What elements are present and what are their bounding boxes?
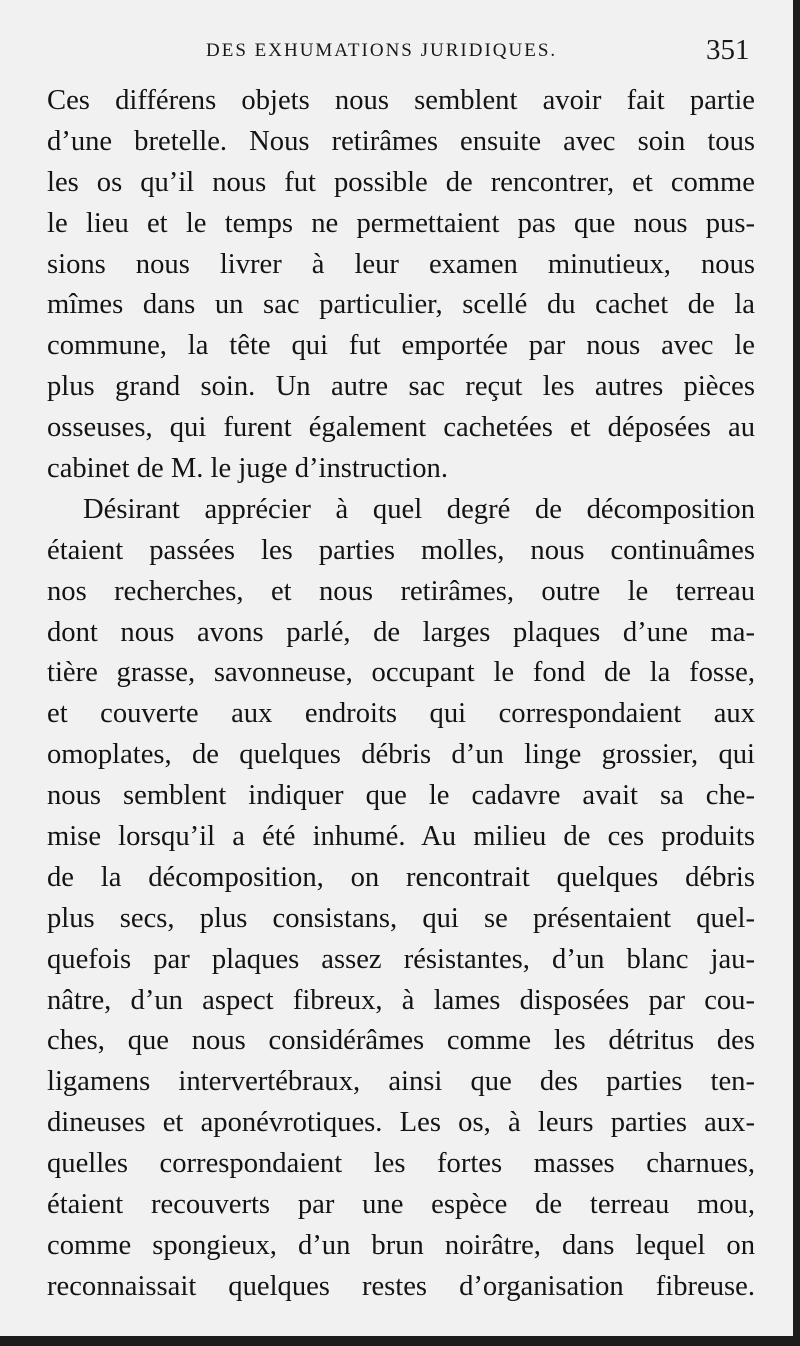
body-text	[47, 81, 755, 1308]
text-line: étaient passées les parties molles, nous continuâmes	[47, 534, 755, 566]
text-line: reconnaissait quelques restes d’organisation fibreuse.	[47, 1270, 755, 1302]
text-line: mîmes dans un sac particulier, scellé du cachet de la	[47, 289, 755, 321]
text-line: ches, que nous considérâmes comme les détritus des	[47, 1025, 755, 1057]
text-line: omoplates, de quelques débris d’un linge grossier, qui	[47, 739, 755, 771]
scan-border-right	[793, 0, 800, 1346]
text-line: dineuses et aponévrotiques. Les os, à leurs parties aux-	[47, 1107, 755, 1139]
text-line: les os qu’il nous fut possible de rencontrer, et comme	[47, 166, 755, 198]
text-line: commune, la tête qui fut emportée par nous avec le	[47, 330, 755, 362]
text-line: mise lorsqu’il a été inhumé. Au milieu de ces produits	[47, 821, 755, 853]
text-line: de la décomposition, on rencontrait quelques débris	[47, 861, 755, 893]
text-line: le lieu et le temps ne permettaient pas que nous pus-	[47, 207, 755, 239]
text-line: quefois par plaques assez résistantes, d’un blanc jau-	[47, 943, 755, 975]
text-line: nâtre, d’un aspect fibreux, à lames disposées par cou-	[47, 984, 755, 1016]
text-line: d’une bretelle. Nous retirâmes ensuite avec soin tous	[47, 125, 755, 157]
text-line: osseuses, qui furent également cachetées et déposées au	[47, 412, 755, 444]
text-line: tière grasse, savonneuse, occupant le fond de la fosse,	[47, 657, 755, 689]
text-line: Ces différens objets nous semblent avoir fait partie	[47, 85, 755, 116]
text-line: et couverte aux endroits qui correspondaient aux	[47, 698, 755, 730]
text-line: sions nous livrer à leur examen minutieux, nous	[47, 248, 755, 280]
running-title: DES EXHUMATIONS JURIDIQUES.	[206, 40, 558, 61]
text-line: plus secs, plus consistans, qui se présentaient quel-	[47, 902, 755, 934]
text-line: dont nous avons parlé, de larges plaques d’une ma-	[47, 616, 755, 648]
text-line: quelles correspondaient les fortes masses charnues,	[47, 1148, 755, 1180]
text-line: étaient recouverts par une espèce de terreau mou,	[47, 1189, 755, 1221]
text-line: plus grand soin. Un autre sac reçut les autres pièces	[47, 371, 755, 403]
page-header	[0, 34, 800, 70]
scan-border-bottom	[0, 1336, 800, 1346]
paragraph-start-line: Désirant apprécier à quel degré de décomposition	[83, 493, 755, 525]
page-number: 351	[706, 34, 750, 66]
paragraph-end-line: cabinet de M. le juge d’instruction.	[47, 453, 448, 485]
text-line: nos recherches, et nous retirâmes, outre le terreau	[47, 575, 755, 607]
text-line: nous semblent indiquer que le cadavre avait sa che-	[47, 780, 755, 812]
text-line: comme spongieux, d’un brun noirâtre, dans lequel on	[47, 1229, 755, 1261]
text-line: ligamens intervertébraux, ainsi que des parties ten-	[47, 1066, 755, 1098]
